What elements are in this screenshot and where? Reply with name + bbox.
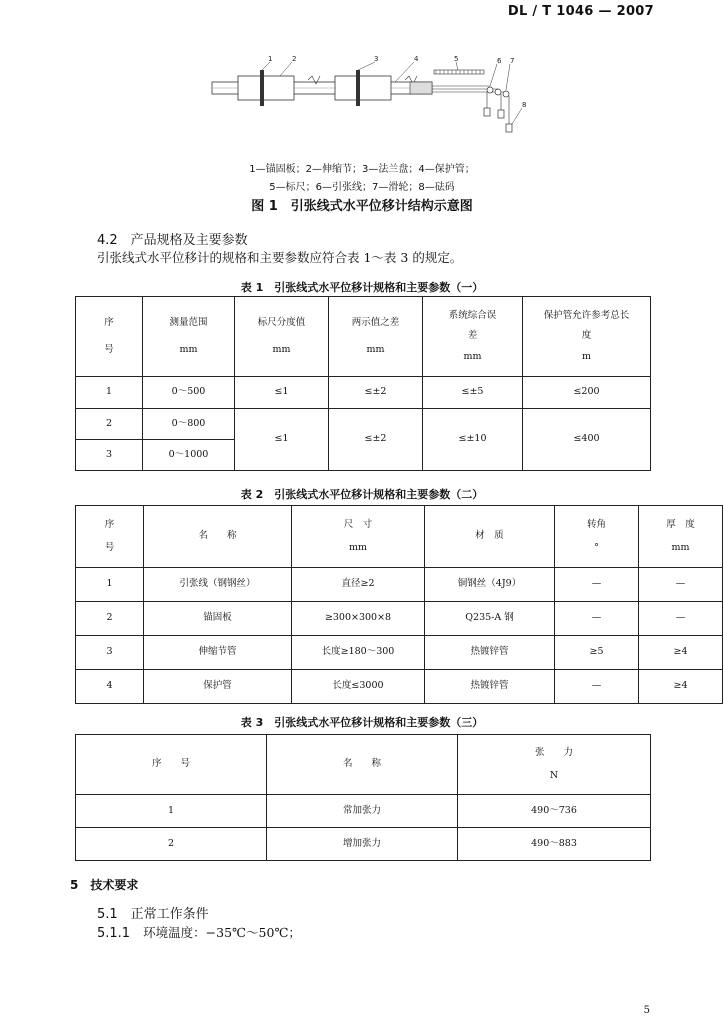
table2-header-thickness: 厚 度 mm xyxy=(639,506,723,568)
table-cell: ≥4 xyxy=(639,670,723,704)
table-cell: 热镀锌管 xyxy=(425,636,555,670)
table-cell: 490～883 xyxy=(458,828,651,861)
section-4-2-heading: 4.2 产品规格及主要参数 xyxy=(97,233,248,248)
pulley xyxy=(487,87,493,93)
table-cell: 3 xyxy=(76,636,144,670)
table-row xyxy=(76,602,723,636)
table3-header-name: 名 称 xyxy=(267,735,458,795)
table-cell: 保护管 xyxy=(144,670,292,704)
table-cell: 伸缩节管 xyxy=(144,636,292,670)
structure-diagram xyxy=(200,52,540,144)
weight xyxy=(484,108,490,116)
table1 xyxy=(75,296,651,471)
fig-label: 8 xyxy=(522,101,527,109)
table2-header-angle: 转角 ° xyxy=(555,506,639,568)
table-cell: — xyxy=(555,602,639,636)
fig-label: 6 xyxy=(497,57,502,65)
table-cell: 4 xyxy=(76,670,144,704)
fig-label: 2 xyxy=(292,55,297,63)
table2-header-no: 序 号 xyxy=(76,506,144,568)
table1-header-no: 序 号 xyxy=(76,297,143,377)
anchor-plate xyxy=(260,70,264,106)
table-cell: — xyxy=(555,670,639,704)
table-cell: 长度≥180～300 xyxy=(292,636,425,670)
table-cell: 1 xyxy=(76,568,144,602)
page-number: 5 xyxy=(643,1005,650,1016)
table-cell: 常加张力 xyxy=(267,795,458,828)
table1-header-range: 测量范围 mm xyxy=(143,297,235,377)
table3-header-force: 张 力 N xyxy=(458,735,651,795)
document-header: DL / T 1046 — 2007 xyxy=(507,4,654,19)
table-cell: 热镀锌管 xyxy=(425,670,555,704)
table-cell: ≤±2 xyxy=(329,409,423,471)
table1-caption: 表 1 引张线式水平位移计规格和主要参数（一） xyxy=(240,281,484,294)
table-cell: ≤1 xyxy=(235,409,329,471)
table-cell: 长度≤3000 xyxy=(292,670,425,704)
section-5-1-1-text: 环境温度：−35℃～50℃； xyxy=(143,925,301,940)
table1-header-division: 标尺分度值 mm xyxy=(235,297,329,377)
table-cell: 锚固板 xyxy=(144,602,292,636)
table1-header-length: 保护管允许参考总长 度 m xyxy=(523,297,651,377)
table2-caption: 表 2 引张线式水平位移计规格和主要参数（二） xyxy=(240,488,484,501)
section-5-heading: 5 技术要求 xyxy=(70,878,139,892)
table-cell: 2 xyxy=(76,602,144,636)
table-cell: ≤200 xyxy=(523,377,651,409)
expansion-joint-1 xyxy=(238,76,294,100)
table-cell: 直径≥2 xyxy=(292,568,425,602)
table-cell: ≥5 xyxy=(555,636,639,670)
table3-caption: 表 3 引张线式水平位移计规格和主要参数（三） xyxy=(240,716,484,729)
table-cell: ≤400 xyxy=(523,409,651,471)
table-cell: 2 xyxy=(76,828,267,861)
table-row xyxy=(76,636,723,670)
table-cell: 1 xyxy=(76,795,267,828)
table-cell: ≤±10 xyxy=(423,409,523,471)
fig-label: 7 xyxy=(510,57,515,65)
table-cell: ≥300×300×8 xyxy=(292,602,425,636)
table3-header-no: 序 号 xyxy=(76,735,267,795)
section-4-2-text: 引张线式水平位移计的规格和主要参数应符合表 1～表 3 的规定。 xyxy=(97,250,463,265)
table-cell: Q235-A 钢 xyxy=(425,602,555,636)
section-5-1-1 xyxy=(97,922,301,941)
table-cell: 0～500 xyxy=(143,377,235,409)
table-cell: — xyxy=(639,602,723,636)
table-cell: 增加张力 xyxy=(267,828,458,861)
table-cell: 3 xyxy=(76,440,143,471)
table-cell: 0～1000 xyxy=(143,440,235,471)
figure-caption-line1: 1—锚固板；2—伸缩节；3—法兰盘；4—保护管； xyxy=(249,164,475,175)
table3 xyxy=(75,734,651,861)
table-cell: 1 xyxy=(76,377,143,409)
table-row xyxy=(76,670,723,704)
table-cell: — xyxy=(639,568,723,602)
table2 xyxy=(75,505,723,704)
scale xyxy=(434,70,484,74)
table2-header-name: 名 称 xyxy=(144,506,292,568)
table-cell: ≤1 xyxy=(235,377,329,409)
table1-header-diff: 两示值之差 mm xyxy=(329,297,423,377)
flange xyxy=(356,70,360,106)
fig-label: 3 xyxy=(374,55,379,63)
table-cell: 2 xyxy=(76,409,143,440)
table-row xyxy=(76,377,651,409)
table1-header-error: 系统综合误 差 mm xyxy=(423,297,523,377)
section-5-1-heading: 5.1 正常工作条件 xyxy=(97,907,209,922)
figure-caption-line2: 5—标尺；6—引张线；7—滑轮；8—砝码 xyxy=(269,182,455,193)
section-5-1-1-number: 5.1.1 xyxy=(97,926,131,941)
table-cell: 0～800 xyxy=(143,409,235,440)
table-cell: ≤±2 xyxy=(329,377,423,409)
expansion-joint-2 xyxy=(335,76,391,100)
table-row xyxy=(76,795,651,828)
table-cell: 铜钢丝（4J9） xyxy=(425,568,555,602)
table-cell: 引张线（钢钢丝） xyxy=(144,568,292,602)
table2-header-size: 尺 寸 mm xyxy=(292,506,425,568)
table-cell: ≤±5 xyxy=(423,377,523,409)
table-cell: — xyxy=(555,568,639,602)
table-cell: ≥4 xyxy=(639,636,723,670)
table2-header-material: 材 质 xyxy=(425,506,555,568)
fig-label: 5 xyxy=(454,55,459,63)
table-cell: 490～736 xyxy=(458,795,651,828)
fig-label: 1 xyxy=(268,55,273,63)
figure-title: 图 1 引张线式水平位移计结构示意图 xyxy=(251,199,473,214)
fig-label: 4 xyxy=(414,55,419,63)
table-row xyxy=(76,568,723,602)
table-row xyxy=(76,828,651,861)
table-row xyxy=(76,409,651,440)
